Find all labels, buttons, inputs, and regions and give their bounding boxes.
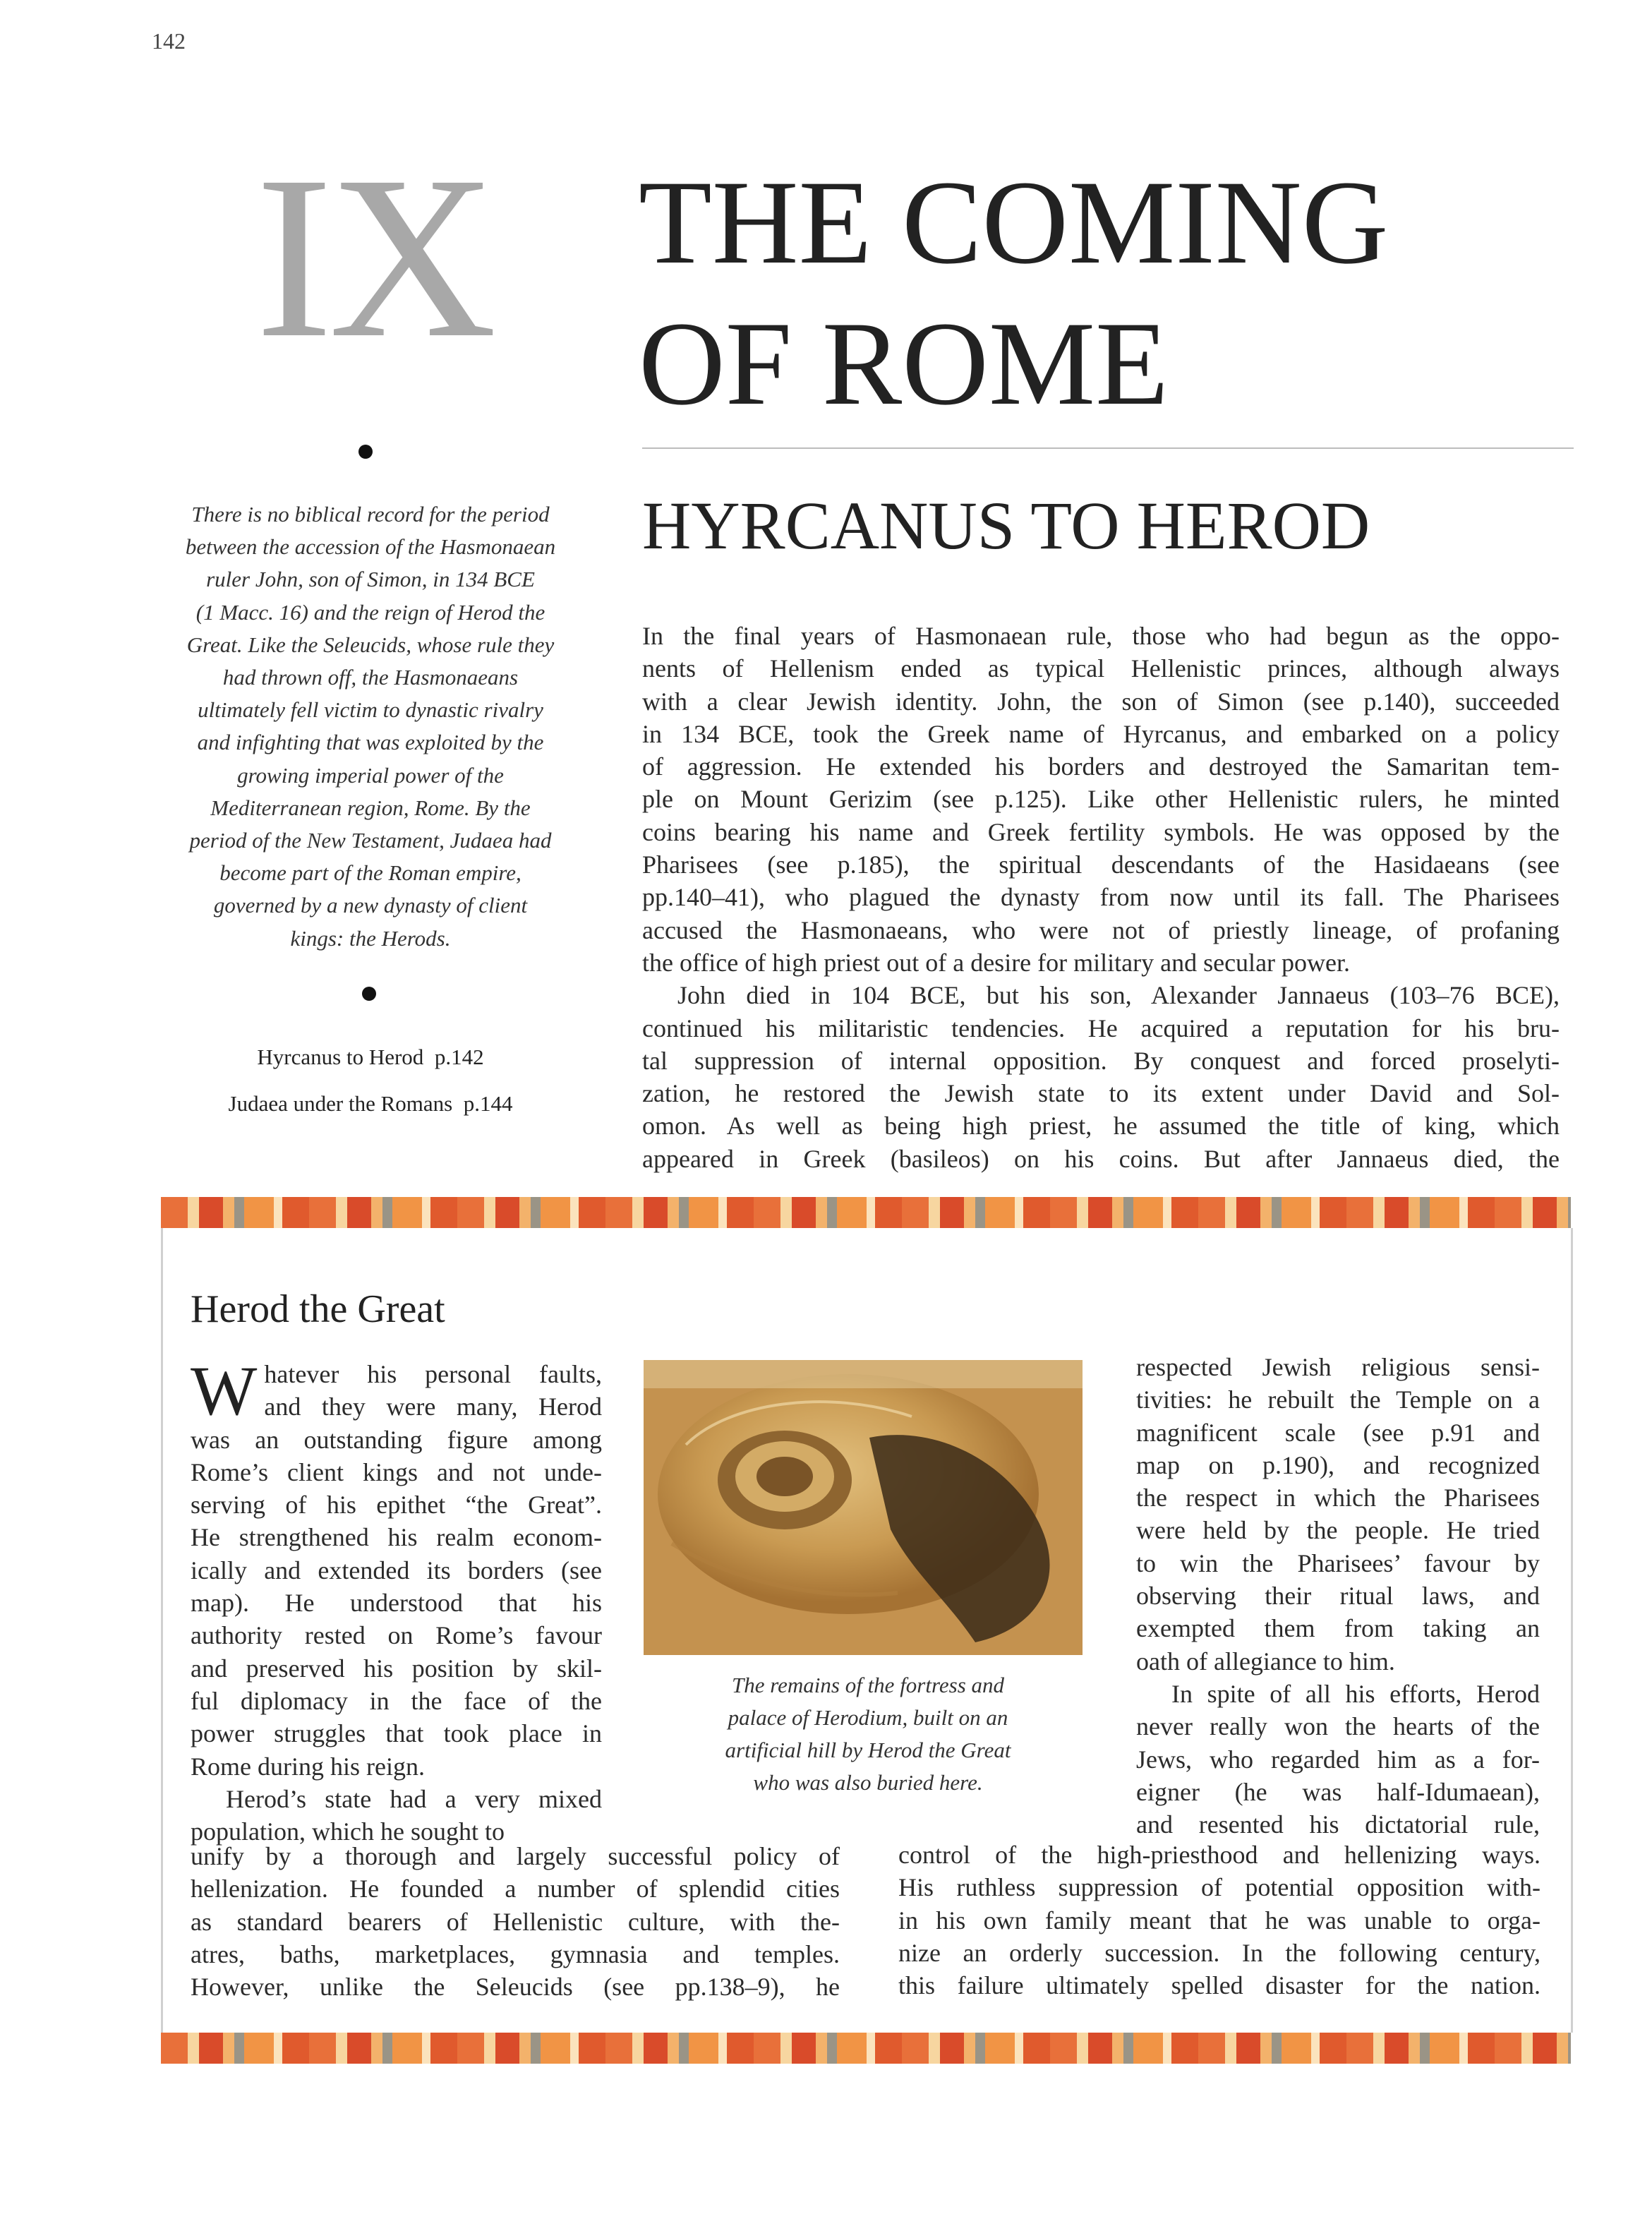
box-column-left [191,1352,602,1848]
box-line: power struggles that took place in [191,1719,602,1748]
body-line: Pharisees (see p.185), the spiritual descendants of the Hasidaeans (see [642,850,1560,879]
toc-label: Hyrcanus to Herod [257,1045,424,1069]
intro-line: had thrown off, the Hasmonaeans [222,665,519,690]
caption-line: who was also buried here. [753,1770,983,1795]
box-line: never really won the hearts of the [1136,1712,1540,1741]
intro-line: period of the New Testament, Judaea had [189,828,552,853]
toc-page: p.142 [434,1045,484,1069]
intro-line: between the accession of the Hasmonaean [185,534,556,560]
caption-line: artificial hill by Herod the Great [725,1738,1011,1762]
body-line: ple on Mount Gerizim (see p.125). Like other Hellenistic rulers, he minted [642,785,1560,814]
body-line: coins bearing his name and Greek fertility symbols. He was opposed by the [642,817,1560,846]
intro-line: become part of the Roman empire, [219,860,521,886]
box-bottom-left [191,1841,840,2004]
box-line: control of the high-priesthood and hellenizing ways. [898,1841,1541,1869]
chapter-title-line-2: OF ROME [639,297,1169,430]
box-line: the respect in which the Pharisees [1136,1484,1540,1512]
herodium-aerial-image [644,1360,1083,1655]
herodium-photo [644,1360,1083,1655]
box-line: nize an orderly succession. In the following century, [898,1938,1541,1967]
toc-label: Judaea under the Romans [228,1091,453,1116]
title-rule [642,447,1574,449]
box-line: as standard bearers of Hellenistic culture, with the- [191,1907,840,1936]
box-line: and preserved his position by skil- [191,1654,602,1683]
intro-line: ruler John, son of Simon, in 134 BCE [206,567,535,592]
body-line: John died in 104 BCE, but his son, Alexander Jannaeus (103–76 BCE), [677,981,1560,1010]
box-line: serving of his epithet “the Great”. [191,1491,602,1520]
caption-line: The remains of the fortress and [731,1673,1005,1697]
box-line: Rome’s client kings and not unde- [191,1457,602,1486]
intro-line: Mediterranean region, Rome. By the [210,795,531,820]
box-line: However, unlike the Seleucids (see pp.138–9), he [191,1973,840,2002]
body-line: tal suppression of internal opposition. By conquest and forced proselyti- [642,1046,1560,1075]
body-line: in 134 BCE, took the Greek name of Hyrcanus, and embarked on a policy [642,719,1560,748]
chapter-number: IX [255,128,493,386]
box-line: map on p.190), and recognized [1136,1450,1540,1479]
body-line: omon. As well as being high priest, he assumed the title of king, which [642,1112,1560,1141]
box-line: magnificent scale (see p.91 and [1136,1418,1540,1447]
body-line: appeared in Greek (basileos) on his coins. But after Jannaeus died, the [642,1144,1560,1173]
box-line: In spite of all his efforts, Herod [1171,1679,1540,1708]
intro-line: growing imperial power of the [237,762,504,788]
intro-line: Great. Like the Seleucids, whose rule they [186,632,555,657]
section-title: HYRCANUS TO HEROD [642,488,1370,563]
box-line: and resented his dictatorial rule, [1136,1810,1540,1839]
box-line: His ruthless suppression of potential opposition with- [898,1873,1541,1902]
box-line: hellenization. He founded a number of splendid cities [191,1875,840,1903]
box-line: hatever his personal faults, [264,1360,602,1388]
box-column-right [1136,1352,1540,1841]
box-title: Herod the Great [191,1287,445,1331]
box-line: and they were many, Herod [264,1392,602,1421]
intro-line: kings: the Herods. [290,925,451,951]
box-line: eigner (he was half-Idumaean), [1136,1777,1540,1806]
box-line: atres, baths, marketplaces, gymnasia and temples. [191,1939,840,1968]
box-line: ically and extended its borders (see [191,1556,602,1584]
toc-item[interactable] [152,1091,589,1117]
box-line: oath of allegiance to him. [1136,1647,1395,1676]
intro-line: governed by a new dynasty of client [213,893,528,918]
photo-caption [670,1669,1066,1799]
body-line: In the final years of Hasmonaean rule, those who had begun as the oppo- [642,622,1560,650]
section-body [642,620,1560,1175]
body-line: the office of high priest out of a desire for military and secular power. [642,948,1351,977]
body-line: zation, he restored the Jewish state to its extent under David and Sol- [642,1079,1560,1108]
drop-cap: W [191,1352,258,1430]
box-line: respected Jewish religious sensi- [1136,1353,1540,1381]
bullet-dot [358,445,373,459]
body-line: with a clear Jewish identity. John, the son of Simon (see p.140), succeeded [642,687,1560,716]
box-line: unify by a thorough and largely successful policy of [191,1842,840,1870]
chapter-intro [152,498,589,955]
box-line: exempted them from taking an [1136,1614,1540,1643]
intro-line: and infighting that was exploited by the [197,730,544,755]
box-line: He strengthened his realm econom- [191,1523,602,1552]
intro-line: (1 Macc. 16) and the reign of Herod the [195,599,545,625]
box-line: authority rested on Rome’s favour [191,1621,602,1650]
box-line: in his own family meant that he was unable to orga- [898,1906,1541,1935]
box-line: observing their ritual laws, and [1136,1582,1540,1611]
bullet-dot [362,987,376,1001]
body-line: pp.140–41), who plagued the dynasty from now until its fall. The Pharisees [642,883,1560,912]
box-line: was an outstanding figure among [191,1425,602,1454]
body-line: nents of Hellenism ended as typical Hellenistic princes, although always [642,654,1560,683]
toc-page: p.144 [463,1091,513,1116]
box-bottom-right [898,1839,1541,2002]
body-line: of aggression. He extended his borders and destroyed the Samaritan tem- [642,752,1560,781]
box-line: population, which he sought to [191,1817,505,1846]
box-line: Jews, who regarded him as a for- [1136,1745,1540,1774]
box-line: Rome during his reign. [191,1752,425,1781]
box-line: tivities: he rebuilt the Temple on a [1136,1385,1540,1414]
page-number: 142 [152,28,186,54]
intro-line: There is no biblical record for the period [191,502,550,527]
decorative-border-top [161,1197,1571,1228]
box-line: map). He understood that his [191,1589,602,1618]
caption-line: palace of Herodium, built on an [728,1705,1008,1730]
box-line: this failure ultimately spelled disaster for the nation. [898,1971,1541,2000]
decorative-border-bottom [161,2033,1571,2064]
box-line: Herod’s state had a very mixed [226,1784,602,1813]
body-line: accused the Hasmonaeans, who were not of priestly lineage, of profaning [642,915,1560,944]
body-line: continued his militaristic tendencies. He acquired a reputation for his bru- [642,1013,1560,1042]
box-line: to win the Pharisees’ favour by [1136,1548,1540,1577]
box-line: were held by the people. He tried [1136,1516,1540,1545]
intro-line: ultimately fell victim to dynastic rivalry [198,697,543,723]
box-line: ful diplomacy in the face of the [191,1686,602,1715]
chapter-title [639,152,1542,434]
chapter-title-line-1: THE COMING [639,156,1389,289]
toc-item[interactable] [152,1045,589,1070]
